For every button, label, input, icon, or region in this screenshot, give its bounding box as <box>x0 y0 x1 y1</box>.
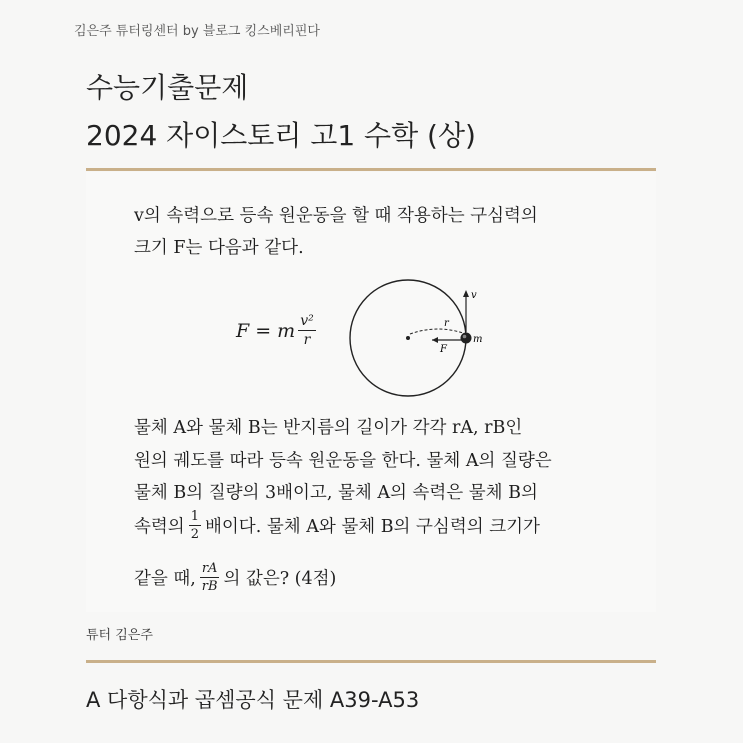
problem-scan <box>86 172 656 612</box>
caption: 튜터 김은주 <box>86 628 153 643</box>
label-v: v <box>471 290 477 301</box>
section-title: A 다항식과 곱셈공식 문제 A39-A53 <box>86 688 420 712</box>
problem-line-7 <box>134 562 336 593</box>
mass-ball-highlight <box>463 335 467 339</box>
label-m: m <box>473 334 483 345</box>
ratio-denominator: rB <box>201 579 218 594</box>
page-subtitle: 2024 자이스토리 고1 수학 (상) <box>86 119 476 152</box>
label-r: r <box>444 318 449 329</box>
problem-line-1: v의 속력으로 등속 원운동을 할 때 작용하는 구심력의 <box>134 206 538 226</box>
line7-pre: 같을 때, <box>134 569 196 589</box>
top-divider <box>86 168 656 171</box>
problem-line-2: 크기 F는 다음과 같다. <box>134 238 304 258</box>
mass-ball <box>461 333 472 344</box>
page-title: 수능기출문제 <box>86 71 249 104</box>
center-point <box>406 336 410 340</box>
problem-line-5: 물체 B의 질량의 3배이고, 물체 A의 속력은 물체 B의 <box>134 483 538 503</box>
half-fraction <box>189 510 201 541</box>
circular-motion-diagram <box>348 278 498 398</box>
problem-line-4: 원의 궤도를 따라 등속 원운동을 한다. 물체 A의 질량은 <box>134 451 552 471</box>
formula-fraction <box>298 314 316 347</box>
line6-pre: 속력의 <box>134 517 185 537</box>
line6-post: 배이다. 물체 A와 물체 B의 구심력의 크기가 <box>205 517 540 537</box>
half-numerator: 1 <box>190 509 199 524</box>
line7-post: 의 값은? (4점) <box>223 569 337 589</box>
ratio-fraction <box>200 562 220 593</box>
centripetal-formula <box>236 314 316 347</box>
half-denominator: 2 <box>190 527 199 542</box>
problem-line-6 <box>134 510 540 541</box>
velocity-arrowhead <box>463 290 469 297</box>
force-arrowhead <box>432 337 438 343</box>
formula-numerator: v² <box>300 313 314 329</box>
problem-line-3: 물체 A와 물체 B는 반지름의 길이가 각각 rA, rB인 <box>134 418 523 438</box>
formula-denominator: r <box>303 332 311 348</box>
radius-arc <box>410 329 466 334</box>
ratio-numerator: rA <box>201 561 218 576</box>
author-line: 김은주 튜터링센터 by 블로그 킹스베리핀다 <box>74 24 320 39</box>
label-F: F <box>440 344 447 355</box>
formula-lhs: F = m <box>236 319 296 342</box>
bottom-divider <box>86 660 656 663</box>
